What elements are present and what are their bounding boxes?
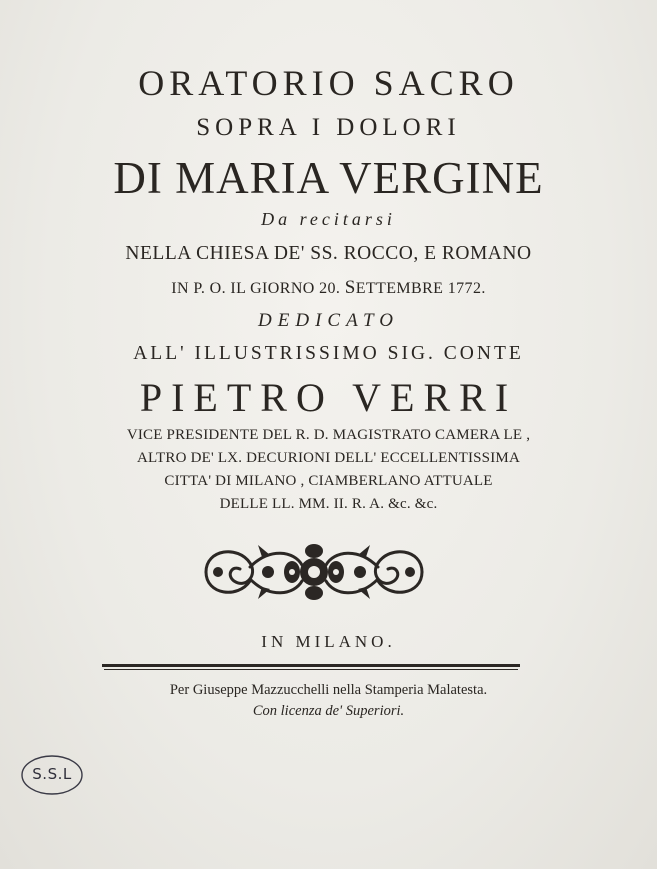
dedicatee-name: PIETRO VERRI [139, 375, 518, 420]
library-stamp-text: S.S.L [32, 765, 72, 783]
double-rule-thin [104, 669, 518, 670]
date-line [0, 277, 657, 299]
dedicatee-title-3: CITTA' DI MILANO , CIAMBERLANO ATTUALE [164, 473, 493, 489]
title-line-dolori: SOPRA I DOLORI [196, 114, 461, 141]
printer-line: Per Giuseppe Mazzucchelli nella Stamperia Malatesta. [169, 682, 488, 698]
dedicatee-title-2: ALTRO DE' LX. DECURIONI DELL' ECCELLENTISSIMA [137, 450, 520, 466]
title-line-oratorio: ORATORIO SACRO [138, 63, 519, 103]
date-line-part-a: IN P. O. IL GIORNO 20. [171, 280, 345, 297]
license-line: Con licenza de' Superiori. [252, 703, 405, 719]
illustrissimo-line: ALL' ILLUSTRISSIMO SIG. CONTE [133, 343, 524, 364]
place-of-publication: IN MILANO. [261, 632, 396, 651]
chiesa-line: NELLA CHIESA DE' SS. ROCCO, E ROMANO [125, 243, 532, 264]
dedicato-line: DEDICATO [258, 310, 399, 331]
date-line-part-c: ETTEMBRE 1772. [355, 280, 486, 297]
dedicatee-title-1: VICE PRESIDENTE DEL R. D. MAGISTRATO CAMERA LE , [126, 427, 531, 443]
date-line-part-b: S [344, 277, 356, 298]
title-line-maria: DI MARIA VERGINE [113, 153, 544, 203]
recitarsi-line: Da recitarsi [261, 209, 396, 229]
printer-ornament [198, 537, 430, 607]
double-rule-thick [102, 664, 520, 667]
dedicatee-title-4: DELLE LL. MM. II. R. A. &c. &c. [219, 496, 438, 512]
